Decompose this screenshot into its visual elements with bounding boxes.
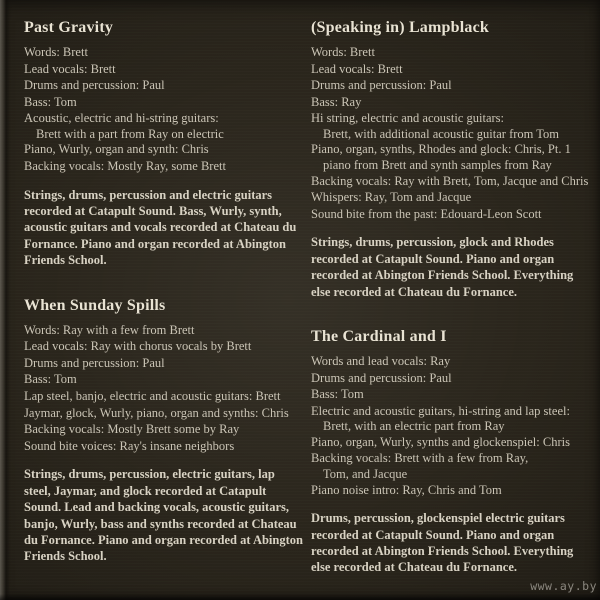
credit-line: Bass: Tom: [24, 372, 77, 387]
credit-line: Piano, organ, synths, Rhodes and glock: Chris, Pt. 1: [311, 142, 571, 157]
credit-line: Lead vocals: Brett: [24, 61, 116, 76]
credit-line: Lead vocals: Brett: [311, 61, 403, 76]
credit-line: Words: Ray with a few from Brett: [24, 322, 195, 337]
scan-edge-bottom: [0, 594, 600, 600]
credit-line: Bass: Tom: [311, 387, 364, 402]
credit-line: Tom, and Jacque: [323, 467, 408, 482]
credit-line: Piano, organ, Wurly, synths and glockenspiel: Chris: [311, 434, 570, 449]
credit-line: Backing vocals: Mostly Ray, some Brett: [24, 159, 226, 174]
credit-line: Backing vocals: Brett with a few from Ray,: [311, 451, 529, 466]
recording-note: Strings, drums, percussion and electric guitars recorded at Catapult Sound. Bass, Wurly, synth, acoustic guitars and vocals recorded at Chateau du Fornance. Piano and organ recorded at Abington Friends School.: [24, 187, 297, 268]
credit-line: piano from Brett and synth samples from Ray: [323, 158, 552, 173]
credit-line: Backing vocals: Ray with Brett, Tom, Jacque and Chris: [311, 173, 589, 188]
song-title: Past Gravity: [24, 19, 114, 36]
credit-line: Acoustic, electric and hi-string guitars:: [24, 111, 219, 126]
credit-line: Bass: Tom: [24, 94, 77, 109]
song-section: [24, 295, 303, 565]
credit-line: Piano noise intro: Ray, Chris and Tom: [311, 482, 502, 497]
song-title: (Speaking in) Lampblack: [311, 19, 489, 36]
song-section: [311, 17, 595, 300]
song-section: [311, 326, 595, 576]
credit-line: Lap steel, banjo, electric and acoustic guitars: Brett: [24, 389, 281, 404]
credits-column-left: [24, 17, 303, 565]
credit-line: Electric and acoustic guitars, hi-string and lap steel:: [311, 403, 570, 418]
credit-line: Words: Brett: [311, 45, 375, 59]
recording-note: Strings, drums, percussion, glock and Rhodes recorded at Catapult Sound. Piano and organ recorded at Abington Friends School. Everything else recorded at Chateau du Fornance.: [311, 235, 574, 299]
credit-line: Drums and percussion: Paul: [311, 370, 452, 385]
credit-line: Lead vocals: Ray with chorus vocals by Brett: [24, 339, 252, 354]
credits-column-right: [311, 17, 595, 576]
credit-line: Hi string, electric and acoustic guitars:: [311, 111, 504, 126]
credit-line: Brett with a part from Ray on electric: [36, 126, 224, 141]
credit-line: Whispers: Ray, Tom and Jacque: [311, 190, 472, 205]
credit-line: Sound bite voices: Ray's insane neighbors: [24, 438, 235, 453]
credits-list: [24, 44, 303, 175]
song-title: When Sunday Spills: [24, 296, 166, 314]
credit-line: Bass: Ray: [311, 94, 362, 109]
credit-line: Brett, with an electric part from Ray: [323, 419, 505, 434]
credit-line: Backing vocals: Mostly Brett some by Ray: [24, 422, 240, 437]
credit-line: Words and lead vocals: Ray: [311, 353, 451, 368]
credit-line: Brett, with additional acoustic guitar from Tom: [323, 126, 559, 141]
credit-line: Jaymar, glock, Wurly, piano, organ and synths: Chris: [24, 405, 289, 420]
recording-note: Strings, drums, percussion, electric guitars, lap steel, Jaymar, and glock recorded at Catapult Sound. Lead and backing vocals, acoustic guitars, banjo, Wurly, bass and synths recorded at Chateau du Fornance. Piano and organ recorded at Abington Friends School.: [24, 467, 303, 564]
scan-edge-left: [0, 0, 10, 600]
song-section: [24, 17, 303, 269]
watermark: www.ay.by: [530, 579, 597, 593]
credits-list: [311, 353, 595, 498]
credits-list: [24, 322, 303, 455]
credit-line: Drums and percussion: Paul: [311, 78, 452, 93]
credit-line: Sound bite from the past: Edouard-Leon Scott: [311, 206, 542, 221]
recording-note: Drums, percussion, glockenspiel electric guitars recorded at Catapult Sound. Piano and organ recorded at Abington Friends School. Everything else recorded at Chateau du Fornance.: [311, 511, 574, 575]
song-title: The Cardinal and I: [311, 327, 447, 345]
credit-line: Piano, Wurly, organ and synth: Chris: [24, 142, 209, 157]
credits-list: [311, 44, 595, 222]
credit-line: Words: Brett: [24, 45, 88, 59]
credit-line: Drums and percussion: Paul: [24, 355, 165, 370]
credit-line: Drums and percussion: Paul: [24, 78, 165, 93]
